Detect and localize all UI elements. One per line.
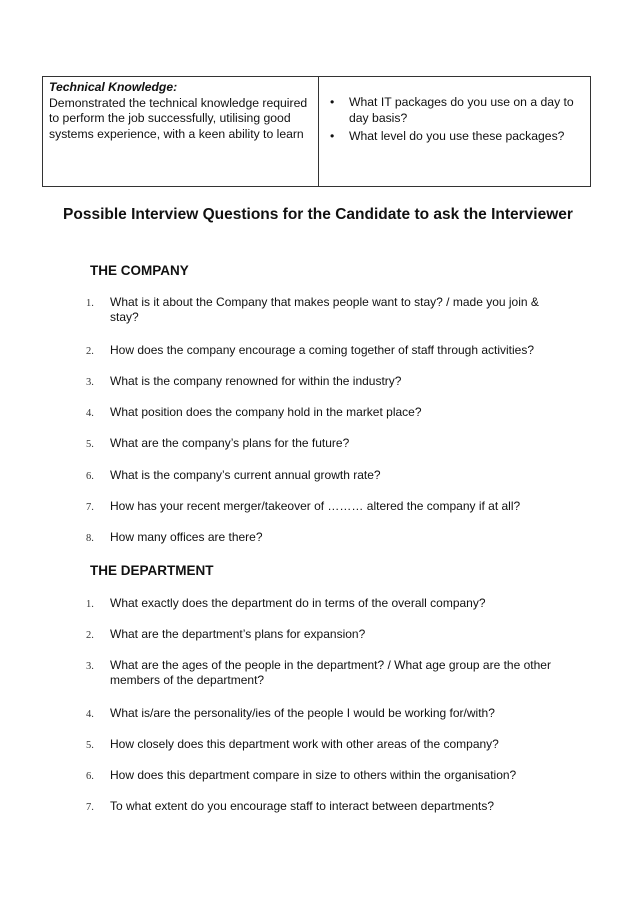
page-title: Possible Interview Questions for the Candidate to ask the Interviewer [63, 206, 573, 223]
question-text: What are the department’s plans for expansion? [110, 627, 366, 641]
question-number: 8. [86, 533, 94, 544]
question-number: 7. [86, 802, 94, 813]
competency-cell [43, 77, 319, 186]
question-number: 7. [86, 502, 94, 513]
competency-question-text: What level do you use these packages? [349, 129, 565, 143]
question-item [86, 343, 570, 358]
question-text: What are the ages of the people in the department? / What age group are the other members of the department? [110, 658, 551, 687]
bullet-icon: • [330, 129, 335, 143]
bullet-icon: • [330, 95, 335, 109]
question-text: To what extent do you encourage staff to interact between departments? [110, 799, 495, 813]
question-text: How does this department compare in size to others within the organisation? [110, 768, 517, 782]
question-item [86, 499, 570, 514]
question-number: 5. [86, 439, 94, 450]
question-text: How many offices are there? [110, 530, 263, 544]
question-text: What is/are the personality/ies of the people I would be working for/with? [110, 706, 495, 720]
question-item [86, 530, 570, 545]
competency-question-list [325, 95, 584, 145]
question-text: What exactly does the department do in terms of the overall company? [110, 596, 486, 610]
section-heading-department: THE DEPARTMENT [90, 563, 214, 578]
question-item [86, 737, 570, 752]
question-number: 6. [86, 471, 94, 482]
question-number: 2. [86, 630, 94, 641]
question-text: What is it about the Company that makes people want to stay? / made you join & stay? [110, 295, 539, 324]
question-number: 1. [86, 599, 94, 610]
question-number: 2. [86, 346, 94, 357]
question-item [86, 768, 570, 783]
question-text: How does the company encourage a coming together of staff through activities? [110, 343, 535, 357]
competency-questions-cell [319, 77, 590, 186]
question-number: 4. [86, 709, 94, 720]
question-text: What are the company’s plans for the future? [110, 436, 350, 450]
question-item [86, 468, 570, 483]
question-item [86, 405, 570, 420]
question-item [86, 627, 570, 642]
competency-description: Demonstrated the technical knowledge required to perform the job successfully, utilising good systems experience, with a keen ability to learn [49, 95, 308, 141]
question-text: How has your recent merger/takeover of ……… altered the company if at all? [110, 499, 521, 513]
competency-question [325, 95, 584, 126]
question-text: What position does the company hold in the market place? [110, 405, 422, 419]
question-number: 1. [86, 298, 94, 309]
question-number: 3. [86, 661, 94, 672]
question-text: What is the company’s current annual growth rate? [110, 468, 381, 482]
question-item [86, 295, 570, 325]
competency-table [42, 76, 591, 187]
question-item [86, 799, 570, 814]
question-item [86, 706, 570, 721]
question-item [86, 596, 570, 611]
question-text: How closely does this department work with other areas of the company? [110, 737, 499, 751]
competency-question-text: What IT packages do you use on a day to day basis? [349, 95, 574, 125]
question-item [86, 436, 570, 451]
competency-heading: Technical Knowledge: [49, 80, 178, 94]
question-number: 4. [86, 408, 94, 419]
question-text: What is the company renowned for within the industry? [110, 374, 402, 388]
question-item [86, 658, 570, 688]
section-heading-company: THE COMPANY [90, 263, 189, 278]
question-item [86, 374, 570, 389]
competency-question [325, 129, 584, 145]
question-number: 3. [86, 377, 94, 388]
question-number: 6. [86, 771, 94, 782]
question-number: 5. [86, 740, 94, 751]
